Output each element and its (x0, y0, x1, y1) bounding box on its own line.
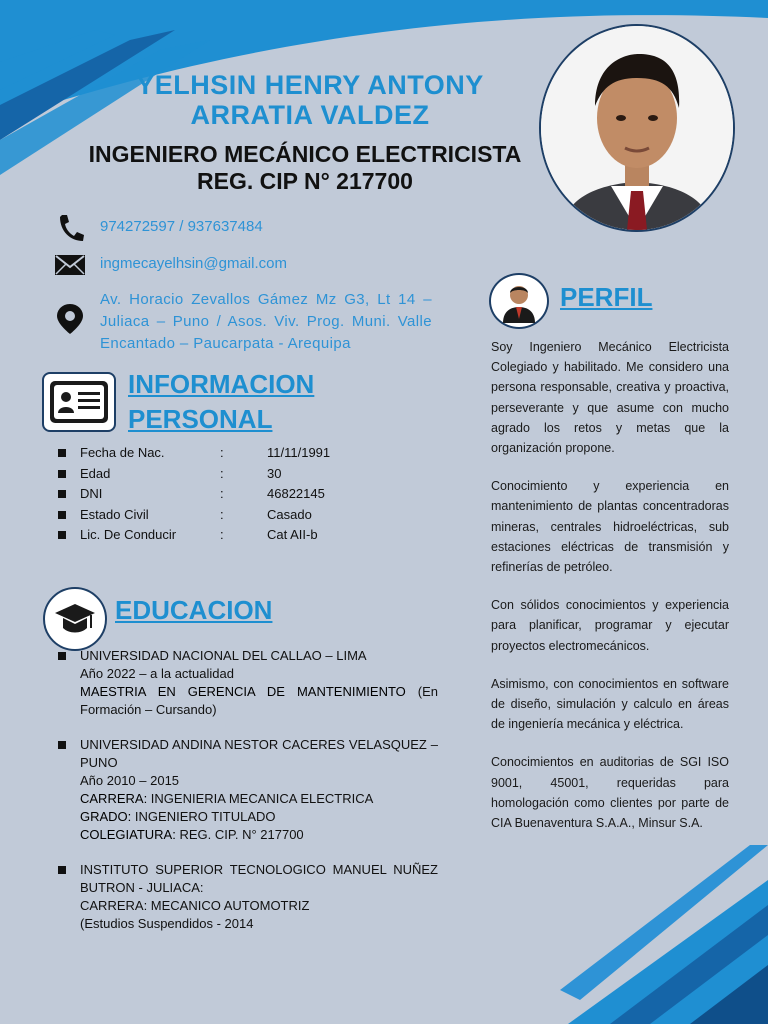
info-value: Cat AII-b (267, 527, 318, 542)
edu-years: Año 2022 – a la actualidad (80, 666, 234, 681)
education-entry-3 (58, 861, 438, 933)
info-row-age (58, 464, 438, 485)
edu-grade: INGENIERO TITULADO (131, 809, 276, 824)
edu-degree: MAESTRIA EN GERENCIA DE MANTENIMIENTO (80, 684, 406, 699)
edu-career: CARRERA: MECANICO AUTOMOTRIZ (80, 898, 310, 913)
info-label: Fecha de Nac. (80, 445, 165, 460)
info-separator: : (220, 506, 224, 522)
perfil-paragraph-5: Conocimientos en auditorias de SGI ISO 9001, 45001, requeridas para homologación como clientes por parte de CIA Buenaventura S.A.A., Minsur S.A. (491, 755, 729, 831)
section-title-info-personal (128, 367, 314, 437)
section-title-educacion: EDUCACION (115, 595, 273, 625)
info-value: 30 (267, 465, 282, 481)
perfil-paragraph-1: Soy Ingeniero Mecánico Electricista Colegiado y habilitado. Me considero una persona responsable, creativa y proactiva, perseverante y que asume con mucho agrado los retos y metas que la organización propone. (491, 340, 729, 456)
info-separator: : (220, 445, 224, 460)
edu-career-label: CARRERA: (80, 791, 148, 806)
info-separator: : (220, 465, 224, 481)
bullet-icon (58, 470, 66, 478)
info-title-line-1: INFORMACION (128, 369, 315, 399)
profile-photo (539, 24, 735, 232)
bullet-icon (58, 741, 66, 749)
businessman-icon (497, 279, 541, 323)
info-label: DNI (80, 486, 103, 501)
info-separator: : (220, 486, 224, 501)
perfil-text (491, 337, 729, 851)
edu-status: (Estudios Suspendidos - 2014 (80, 916, 254, 931)
info-row-birthdate (58, 443, 438, 464)
phone-text[interactable]: 974272597 / 937637484 (100, 218, 263, 235)
candidate-name (80, 70, 540, 130)
perfil-icon-box (489, 273, 549, 329)
bullet-icon (58, 449, 66, 457)
edu-coleg-line (58, 826, 438, 844)
bullet-icon (58, 511, 66, 519)
person-photo-icon (541, 26, 733, 230)
edu-career-line (58, 790, 438, 808)
edu-coleg-label: COLEGIATURA: (80, 827, 176, 842)
perfil-paragraph-4: Asimismo, con conocimientos en software de diseño, simulación y calculo en áreas de ingeniería mecánica y eléctrica. (491, 676, 729, 732)
perfil-paragraph-3: Con sólidos conocimientos y experiencia para planificar, programar y ejecutar proyectos electromecánicos. (491, 598, 729, 653)
profession-line-2: REG. CIP N° 217700 (197, 168, 413, 194)
profession-line-1: INGENIERO MECÁNICO ELECTRICISTA (88, 141, 522, 167)
personal-info-list (58, 443, 438, 546)
info-row-civil-status (58, 505, 438, 526)
graduation-cap-icon (53, 600, 97, 638)
phone-icon (52, 213, 88, 243)
info-row-dni (58, 484, 438, 505)
edu-degree-note: (En Formación – Cursando) (80, 684, 438, 717)
name-line-2: ARRATIA VALDEZ (190, 100, 430, 130)
email-text[interactable]: ingmecayelhsin@gmail.com (100, 255, 287, 272)
name-line-1: YELHSIN HENRY ANTONY (136, 70, 484, 100)
edu-coleg: REG. CIP. N° 217700 (175, 827, 304, 842)
bullet-icon (58, 531, 66, 539)
edu-grade-line (58, 808, 438, 826)
edu-grade-label: GRADO: (80, 809, 132, 824)
info-label: Lic. De Conducir (80, 527, 177, 542)
education-entry-2 (58, 736, 438, 844)
graduation-icon-box (43, 587, 107, 651)
address-text: Av. Horacio Zevallos Gámez Mz G3, Lt 14 – Juliaca – Puno / Asos. Viv. Prog. Muni. Valle Encantado – Paucarpata - Arequipa (100, 291, 432, 352)
location-pin-icon (52, 302, 88, 336)
edu-career: INGENIERIA MECANICA ELECTRICA (147, 791, 374, 806)
edu-institution: UNIVERSIDAD ANDINA NESTOR CACERES VELASQUEZ – PUNO (80, 737, 438, 770)
info-separator: : (220, 527, 224, 542)
info-row-license (58, 525, 438, 546)
edu-institution: UNIVERSIDAD NACIONAL DEL CALLAO – LIMA (80, 648, 367, 663)
perfil-paragraph-2: Conocimiento y experiencia en mantenimiento de plantas concentradoras mineras, centrales hidroeléctricas, sub estaciones eléctricas de transmisión y refinerías de petróleo. (491, 479, 729, 575)
bullet-icon (58, 490, 66, 498)
bullet-icon (58, 866, 66, 874)
education-entry-1 (58, 647, 438, 719)
info-label: Estado Civil (80, 506, 149, 522)
edu-degree-line (58, 683, 438, 719)
id-card-icon-box (42, 372, 116, 432)
profession-title (40, 141, 570, 195)
bullet-icon (58, 652, 66, 660)
info-value: 46822145 (267, 486, 325, 501)
info-value: Casado (267, 506, 312, 522)
info-value: 11/11/1991 (267, 445, 331, 460)
info-label: Edad (80, 465, 111, 481)
id-card-icon (48, 379, 110, 425)
edu-institution: INSTITUTO SUPERIOR TECNOLOGICO MANUEL NUÑEZ BUTRON - JULIACA: (80, 862, 438, 895)
info-title-line-2: PERSONAL (128, 404, 273, 434)
edu-years: Año 2010 – 2015 (80, 773, 180, 788)
section-title-perfil: PERFIL (560, 282, 653, 312)
email-icon (52, 250, 88, 280)
